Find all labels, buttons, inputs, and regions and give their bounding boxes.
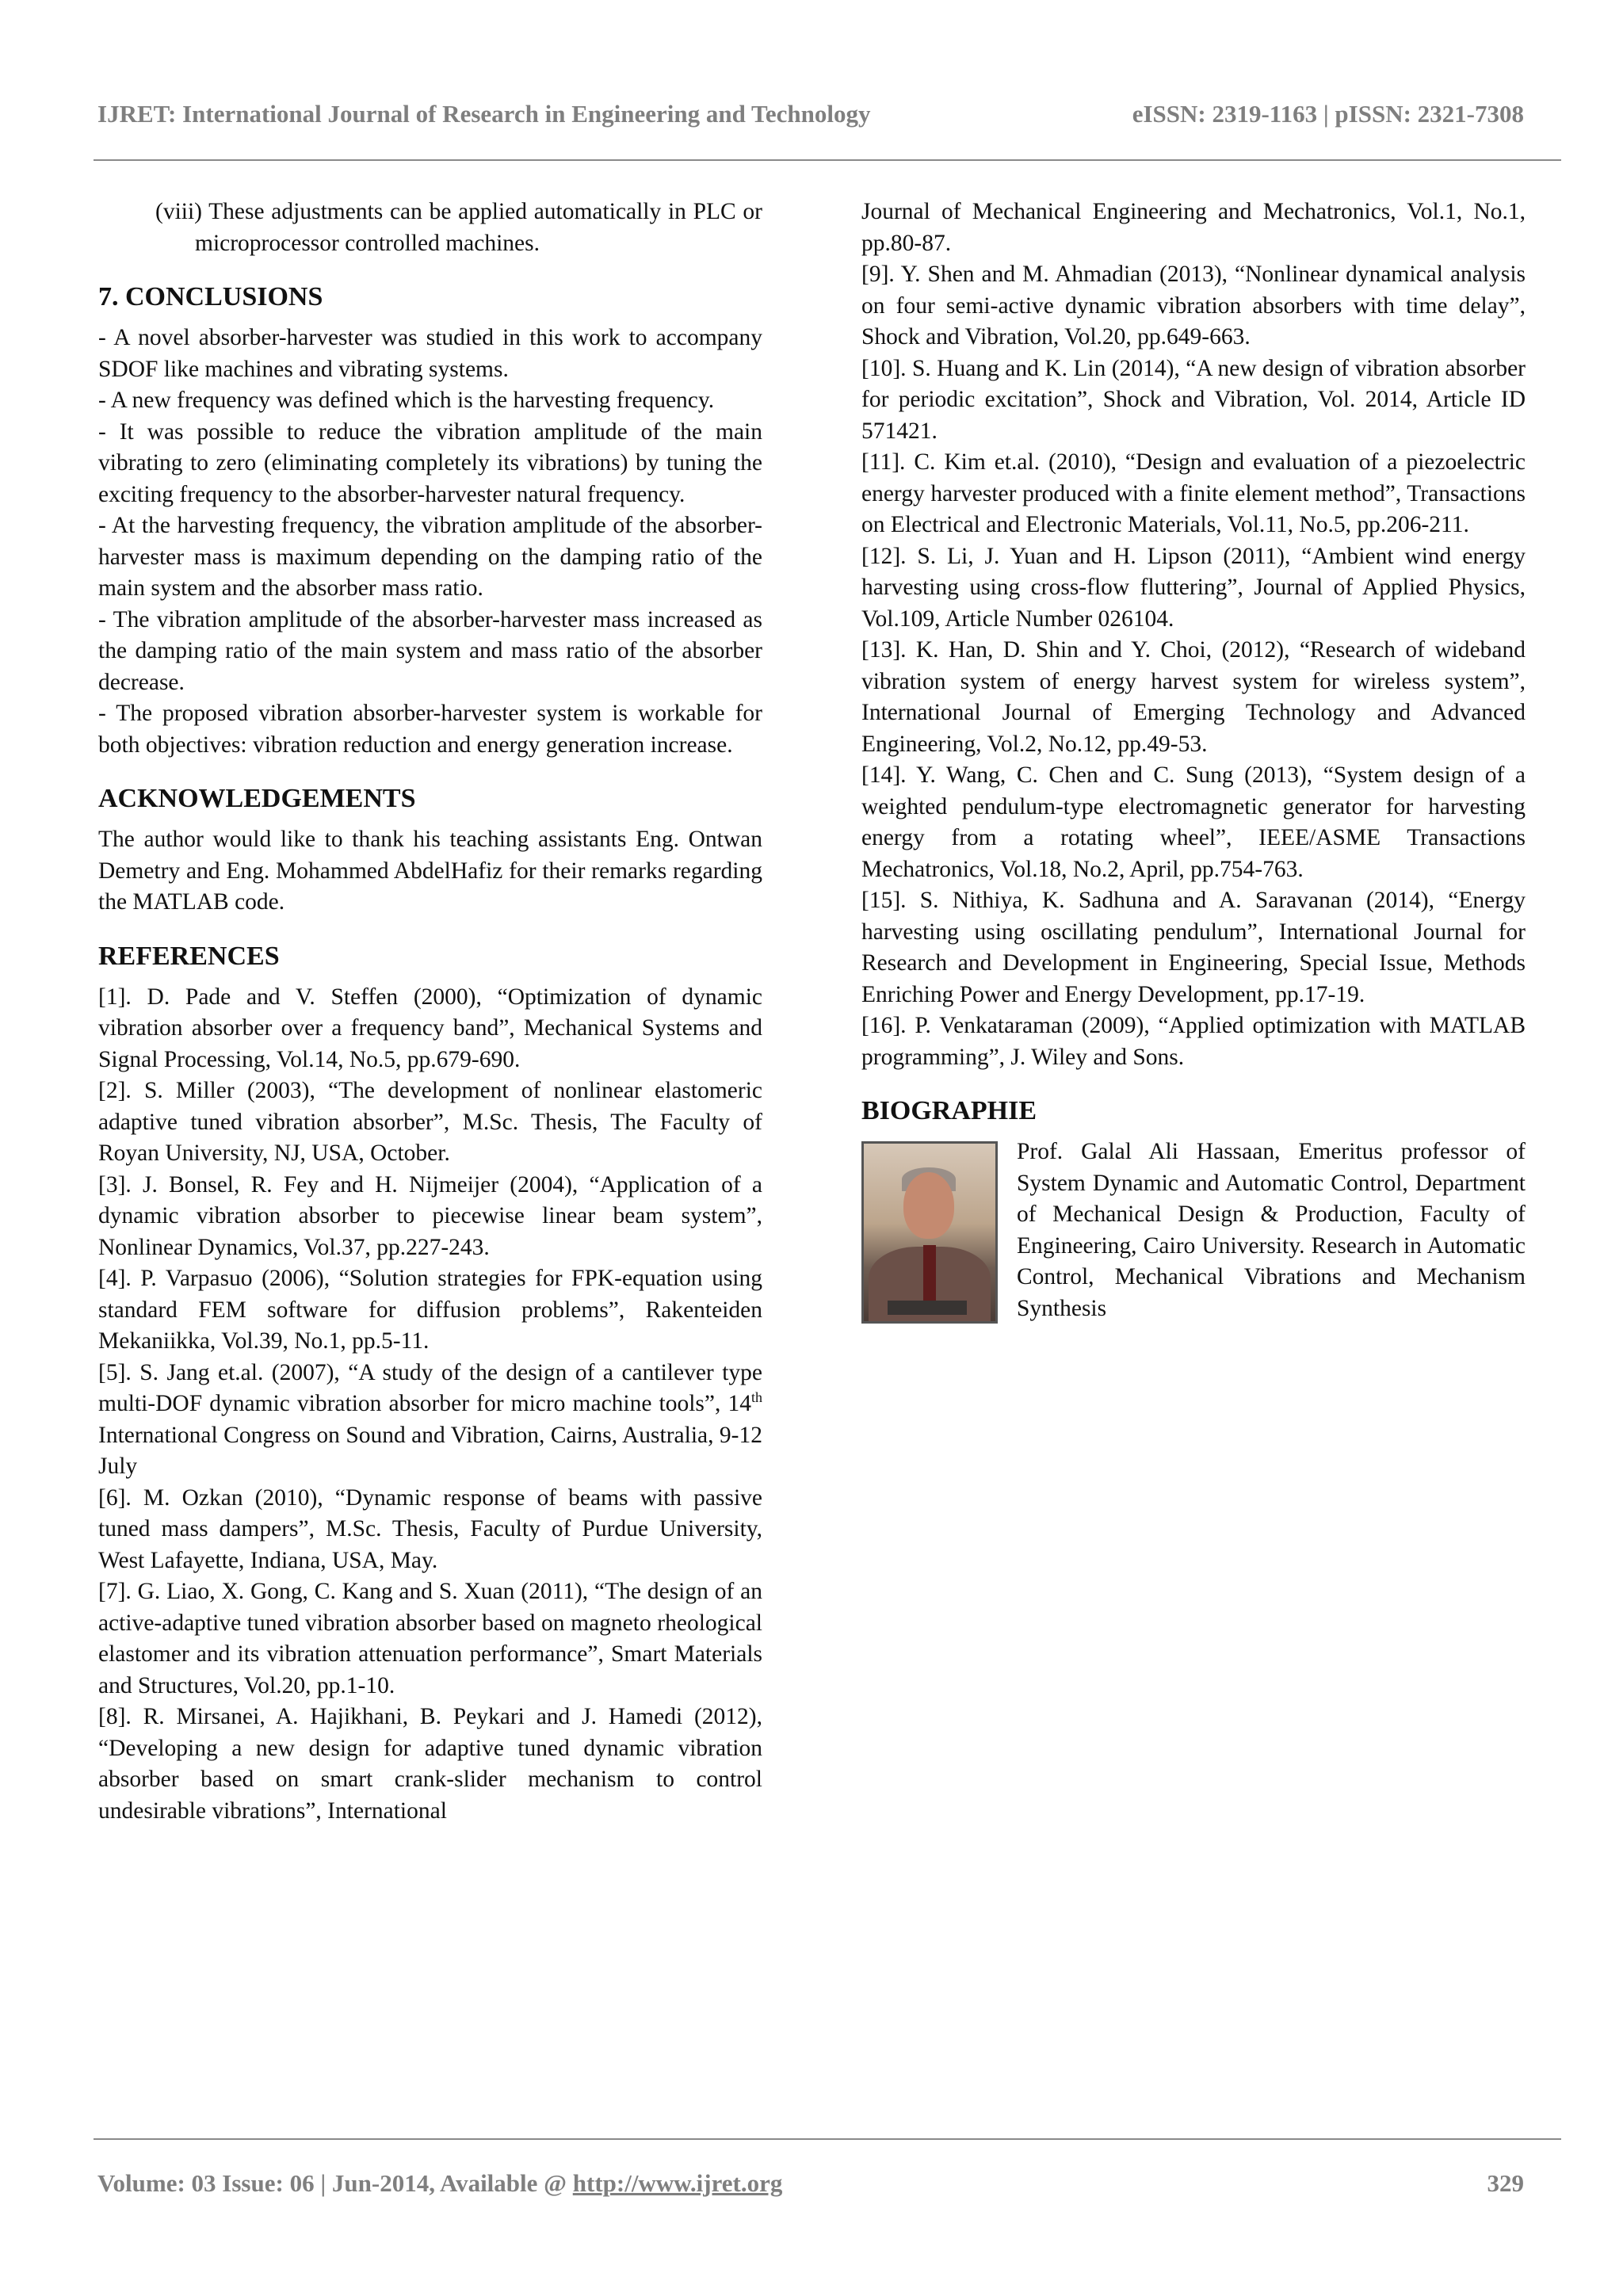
- reference-item: [14]. Y. Wang, C. Chen and C. Sung (2013), “System design of a weighted pendulum-type electromagnetic generator for harvesting energy from a rotating wheel”, IEEE/ASME Transactions Mechatronics, Vol.18, No.2, April, pp.754-763.: [861, 762, 1526, 882]
- reference-item: [10]. S. Huang and K. Lin (2014), “A new design of vibration absorber for periodic excitation”, Shock and Vibration, Vol. 2014, Article ID 571421.: [861, 355, 1526, 444]
- conclusions-heading: 7. CONCLUSIONS: [98, 282, 323, 311]
- reference-item: [7]. G. Liao, X. Gong, C. Kang and S. Xuan (2011), “The design of an active-adaptive tuned vibration absorber based on magneto rheological elastomer and its vibration attenuation performance”, Smart Materials and Structures, Vol.20, pp.1-10.: [98, 1579, 762, 1698]
- conclusion-item: - The vibration amplitude of the absorber-harvester mass increased as the damping ratio of the main system and mass ratio of the absorber decrease.: [98, 606, 762, 695]
- left-column: [98, 197, 762, 1827]
- volume-info: Volume: 03 Issue: 06 | Jun-2014, Available @: [97, 2169, 573, 2197]
- acknowledgements-heading: ACKNOWLEDGEMENTS: [98, 784, 416, 813]
- conclusion-item: - A new frequency was defined which is the harvesting frequency.: [98, 388, 715, 413]
- reference-item: [11]. C. Kim et.al. (2010), “Design and evaluation of a piezoelectric energy harvester produced with a finite element method”, Transactions on Electrical and Electronic Materials, Vol.11, No.5, pp.206-211.: [861, 449, 1526, 537]
- reference-item: [2]. S. Miller (2003), “The development of nonlinear elastomeric adaptive tuned vibration absorber”, M.Sc. Thesis, The Faculty of Royan University, NJ, USA, October.: [98, 1078, 762, 1166]
- reference-item: [6]. M. Ozkan (2010), “Dynamic response of beams with passive tuned mass dampers”, M.Sc. Thesis, Faculty of Purdue University, West Lafayette, Indiana, USA, May.: [98, 1484, 762, 1573]
- conclusion-item: - A novel absorber-harvester was studied in this work to accompany SDOF like machines and vibrating systems.: [98, 325, 762, 382]
- acknowledgements-text: The author would like to thank his teaching assistants Eng. Ontwan Demetry and Eng. Mohammed AbdelHafiz for their remarks regarding the MATLAB code.: [98, 827, 762, 915]
- reference-item: [9]. Y. Shen and M. Ahmadian (2013), “Nonlinear dynamical analysis on four semi-active dynamic vibration absorbers with time delay”, Shock and Vibration, Vol.20, pp.649-663.: [861, 262, 1526, 350]
- issn-info: eISSN: 2319-1163 | pISSN: 2321-7308: [1132, 100, 1524, 128]
- author-photo: [861, 1141, 998, 1324]
- footer-rule: [94, 2138, 1561, 2140]
- conclusion-item: - At the harvesting frequency, the vibration amplitude of the absorber-harvester mass is maximum depending on the damping ratio of the main system and the absorber mass ratio.: [98, 513, 762, 601]
- reference-item: [13]. K. Han, D. Shin and Y. Choi, (2012), “Research of wideband vibration system of energy harvest system for wireless system”, International Journal of Emerging Technology and Advanced Engineering, Vol.2, No.12, pp.49-53.: [861, 637, 1526, 757]
- journal-link[interactable]: http://www.ijret.org: [572, 2169, 783, 2197]
- ref5-superscript: th: [750, 1389, 762, 1406]
- reference-item: [98, 1358, 762, 1483]
- header-rule: [94, 159, 1561, 161]
- list-item-viii: (viii) These adjustments can be applied automatically in PLC or microprocessor controlled machines.: [155, 199, 762, 256]
- reference-item: [16]. P. Venkataraman (2009), “Applied optimization with MATLAB programming”, J. Wiley and Sons.: [861, 1013, 1526, 1070]
- page-number: 329: [1487, 2169, 1524, 2197]
- biography-heading: BIOGRAPHIE: [861, 1096, 1037, 1125]
- conclusion-item: - The proposed vibration absorber-harvester system is workable for both objectives: vibration reduction and energy generation increase.: [98, 701, 762, 758]
- reference-item: [8]. R. Mirsanei, A. Hajikhani, B. Peykari and J. Hamedi (2012), “Developing a new design for adaptive tuned dynamic vibration absorber based on smart crank-slider mechanism to control undesirable vibrations”, International: [98, 1704, 762, 1824]
- biography-text: Prof. Galal Ali Hassaan, Emeritus professor of System Dynamic and Automatic Control, Department of Mechanical Design & Production, Faculty of Engineering, Cairo University. Research in Automatic Control, Mechanical Vibrations and Mechanism Synthesis: [1017, 1139, 1526, 1321]
- reference-item: [1]. D. Pade and V. Steffen (2000), “Optimization of dynamic vibration absorber over a frequency band”, Mechanical Systems and Signal Processing, Vol.14, No.5, pp.679-690.: [98, 984, 762, 1072]
- biography-block: [861, 1137, 1526, 1324]
- references-heading: REFERENCES: [98, 941, 280, 971]
- ref5-text-cont: International Congress on Sound and Vibration, Cairns, Australia, 9-12 July: [98, 1422, 762, 1479]
- right-column: [861, 197, 1526, 1327]
- conclusion-item: - It was possible to reduce the vibration amplitude of the main vibrating to zero (eliminating completely its vibrations) by tuning the exciting frequency to the absorber-harvester natural frequency.: [98, 418, 762, 507]
- reference-item: [12]. S. Li, J. Yuan and H. Lipson (2011), “Ambient wind energy harvesting using cross-flow fluttering”, Journal of Applied Physics, Vol.109, Article Number 026104.: [861, 543, 1526, 632]
- reference-item: [15]. S. Nithiya, K. Sadhuna and A. Saravanan (2014), “Energy harvesting using oscillating pendulum”, International Journal for Research and Development in Engineering, Special Issue, Methods Enriching Power and Energy Development, pp.17-19.: [861, 888, 1526, 1007]
- reference-item: Journal of Mechanical Engineering and Mechatronics, Vol.1, No.1, pp.80-87.: [861, 199, 1526, 256]
- ref5-text: [5]. S. Jang et.al. (2007), “A study of the design of a cantilever type multi-DOF dynamic vibration absorber for micro machine tools”, 14: [98, 1359, 762, 1416]
- reference-item: [4]. P. Varpasuo (2006), “Solution strategies for FPK-equation using standard FEM software for diffusion problems”, Rakenteiden Mekaniikka, Vol.39, No.1, pp.5-11.: [98, 1266, 762, 1354]
- reference-item: [3]. J. Bonsel, R. Fey and H. Nijmeijer (2004), “Application of a dynamic vibration absorber to piecewise linear beam system”, Nonlinear Dynamics, Vol.37, pp.227-243.: [98, 1171, 762, 1260]
- journal-title: IJRET: International Journal of Research in Engineering and Technology: [97, 100, 871, 128]
